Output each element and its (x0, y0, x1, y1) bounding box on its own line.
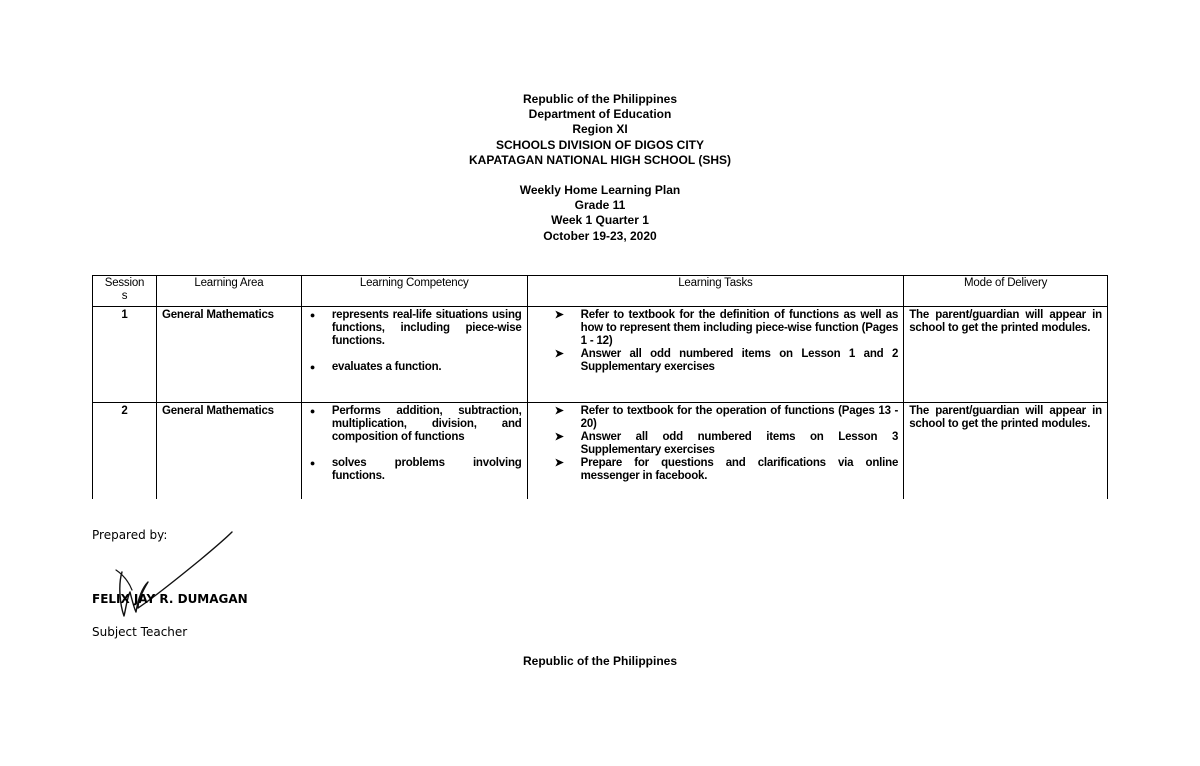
competency-item: ● solves problems involving functions. (332, 457, 522, 483)
plan-date: October 19-23, 2020 (543, 228, 657, 243)
table-header-row (93, 276, 1108, 307)
learning-area: General Mathematics (156, 403, 301, 500)
header-line-division: SCHOOLS DIVISION OF DIGOS CITY (495, 137, 705, 152)
task-item: ➤ Answer all odd numbered items on Lesson 1 and 2 Supplementary exercises (581, 348, 899, 374)
session-number: 2 (93, 403, 157, 500)
table-row (93, 307, 1108, 403)
plan-title: Weekly Home Learning Plan (519, 183, 681, 198)
col-header-mode-of-delivery: Mode of Delivery (904, 276, 1108, 307)
mode-of-delivery: The parent/guardian will appear in school to get the printed modules. (904, 307, 1108, 403)
prepared-by-label: Prepared by: (92, 528, 168, 542)
task-item: ➤ Refer to textbook for the operation of functions (Pages 13 - 20) (581, 405, 899, 431)
col-header-learning-area: Learning Area (156, 276, 301, 307)
handwritten-signature-icon (108, 530, 238, 625)
col-header-learning-competency: Learning Competency (301, 276, 527, 307)
learning-plan-table (92, 275, 1108, 499)
task-item: ➤ Refer to textbook for the definition of functions as well as how to represent them including piece-wise function (Pages 1 - 12) (581, 309, 899, 348)
table-row (93, 403, 1108, 500)
col-header-sessions: Session s (93, 276, 157, 307)
competency-item: ● evaluates a function. (332, 361, 522, 374)
teacher-role: Subject Teacher (92, 625, 188, 639)
header-line-region: Region XI (572, 122, 628, 137)
session-number: 1 (93, 307, 157, 403)
competency-item: ● represents real-life situations using functions, including piece-wise functions. (332, 309, 522, 348)
learning-area: General Mathematics (156, 307, 301, 403)
plan-week: Week 1 Quarter 1 (551, 213, 649, 228)
header-line-department: Department of Education (528, 107, 672, 122)
header-line-school: KAPATAGAN NATIONAL HIGH SCHOOL (SHS) (469, 152, 731, 167)
competency-cell (301, 307, 527, 403)
footer-text: Republic of the Philippines (522, 654, 677, 668)
plan-grade: Grade 11 (574, 198, 626, 213)
tasks-cell (527, 307, 904, 403)
competency-item: ● Performs addition, subtraction, multiplication, division, and composition of functions (332, 405, 522, 444)
teacher-name: FELIX JAY R. DUMAGAN (92, 592, 248, 606)
col-header-learning-tasks: Learning Tasks (527, 276, 904, 307)
mode-of-delivery: The parent/guardian will appear in school to get the printed modules. (904, 403, 1108, 500)
task-item: ➤ Answer all odd numbered items on Lesson 3 Supplementary exercises (581, 431, 899, 457)
task-item: ➤ Prepare for questions and clarifications via online messenger in facebook. (581, 457, 899, 483)
tasks-cell (527, 403, 904, 500)
competency-cell (301, 403, 527, 500)
header-line-republic: Republic of the Philippines (522, 92, 677, 106)
document-header (0, 92, 1200, 244)
